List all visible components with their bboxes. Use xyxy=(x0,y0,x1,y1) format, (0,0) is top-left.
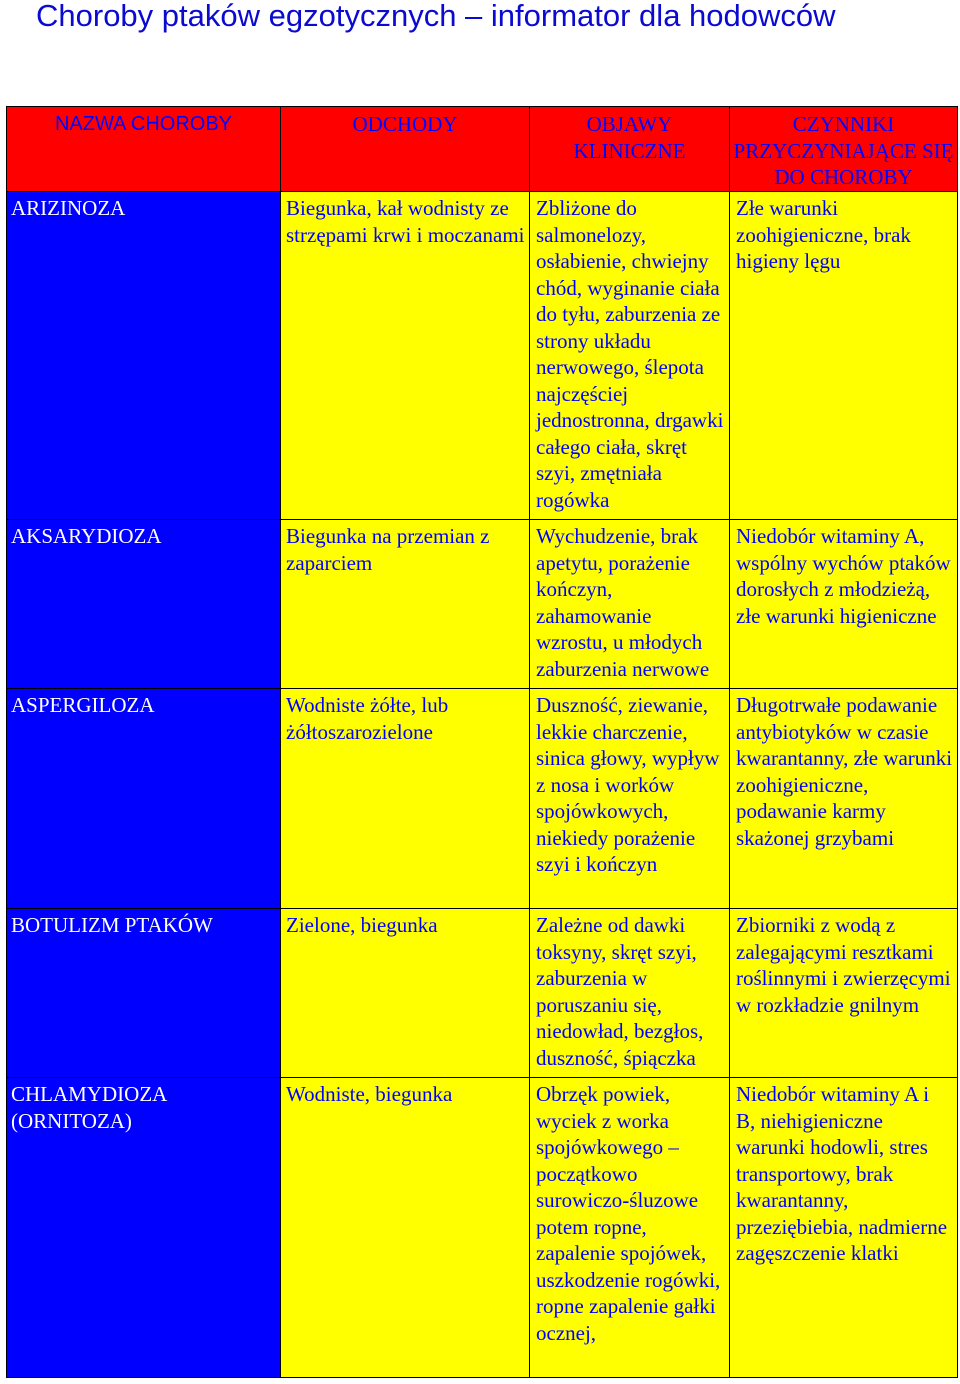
page-title: Choroby ptaków egzotycznych – informator dla hodowców xyxy=(36,0,836,33)
droppings-cell: Zielone, biegunka xyxy=(281,909,530,1078)
header-droppings: ODCHODY xyxy=(281,107,530,192)
droppings-cell: Wodniste, biegunka xyxy=(281,1078,530,1378)
causes-cell: Złe warunki zoohigieniczne, brak higieny lęgu xyxy=(730,192,958,520)
disease-name-cell: AKSARYDIOZA xyxy=(7,520,281,689)
disease-table xyxy=(6,106,958,1378)
table-row xyxy=(7,192,958,520)
header-disease-name: NAZWA CHOROBY xyxy=(7,107,281,192)
symptoms-cell: Zależne od dawki toksyny, skręt szyi, zaburzenia w poruszaniu się, niedowład, bezgłos, duszność, śpiączka xyxy=(530,909,730,1078)
droppings-cell: Biegunka na przemian z zaparciem xyxy=(281,520,530,689)
header-clinical-symptoms: OBJAWY KLINICZNE xyxy=(530,107,730,192)
header-contributing-factors: CZYNNIKI PRZYCZYNIAJĄCE SIĘ DO CHOROBY xyxy=(730,107,958,192)
table-row xyxy=(7,689,958,909)
symptoms-cell: Duszność, ziewanie, lekkie charczenie, sinica głowy, wypływ z nosa i worków spojówkowych, niekiedy porażenie szyi i kończyn xyxy=(530,689,730,909)
table-header-row xyxy=(7,107,958,192)
table-row xyxy=(7,520,958,689)
table-row xyxy=(7,1078,958,1378)
disease-name-cell: ARIZINOZA xyxy=(7,192,281,520)
disease-name-cell: CHLAMYDIOZA (ORNITOZA) xyxy=(7,1078,281,1378)
table-row xyxy=(7,909,958,1078)
symptoms-cell: Zbliżone do salmonelozy, osłabienie, chwiejny chód, wyginanie ciała do tyłu, zaburzenia ze strony układu nerwowego, ślepota najczęściej jednostronna, drgawki całego ciała, skręt szyi, zmętniała rogówka xyxy=(530,192,730,520)
causes-cell: Zbiorniki z wodą z zalegającymi resztkami roślinnymi i zwierzęcymi w rozkładzie gnilnym xyxy=(730,909,958,1078)
droppings-cell: Wodniste żółte, lub żółtoszarozielone xyxy=(281,689,530,909)
droppings-cell: Biegunka, kał wodnisty ze strzępami krwi i moczanami xyxy=(281,192,530,520)
symptoms-cell: Wychudzenie, brak apetytu, porażenie kończyn, zahamowanie wzrostu, u młodych zaburzenia nerwowe xyxy=(530,520,730,689)
symptoms-cell: Obrzęk powiek, wyciek z worka spojówkowego – początkowo surowiczo-śluzowe potem ropne, zapalenie spojówek, uszkodzenie rogówki, ropne zapalenie gałki ocznej, xyxy=(530,1078,730,1378)
causes-cell: Długotrwałe podawanie antybiotyków w czasie kwarantanny, złe warunki zoohigieniczne, podawanie karmy skażonej grzybami xyxy=(730,689,958,909)
causes-cell: Niedobór witaminy A, wspólny wychów ptaków dorosłych z młodzieżą, złe warunki higieniczne xyxy=(730,520,958,689)
causes-cell: Niedobór witaminy A i B, niehigieniczne warunki hodowli, stres transportowy, brak kwarantanny, przeziębiebia, nadmierne zagęszczenie klatki xyxy=(730,1078,958,1378)
disease-name-cell: BOTULIZM PTAKÓW xyxy=(7,909,281,1078)
disease-name-cell: ASPERGILOZA xyxy=(7,689,281,909)
